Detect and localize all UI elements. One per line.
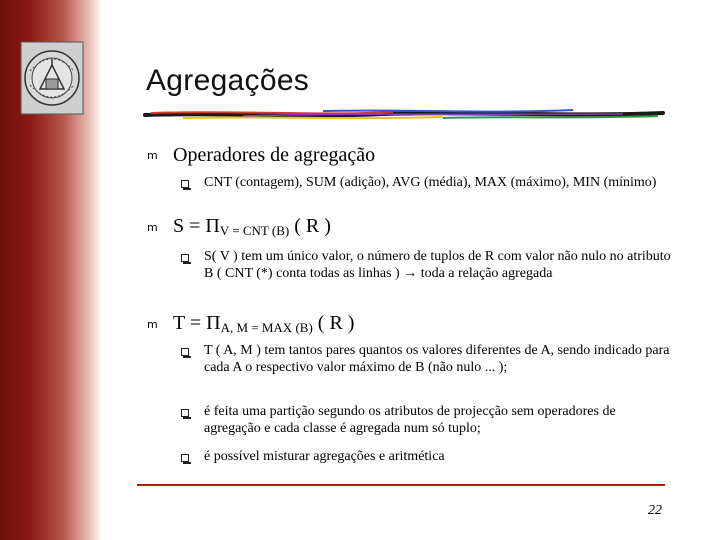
curved-m-bullet-icon: m [147,318,158,331]
bullet-2-sub-1: S( V ) tem um único valor, o número de tuplos de R com valor não nulo no atributo B ( CNT (*) conta todas as linhas ) → toda a relação agregada [204,249,671,281]
bullet-1-text: Operadores de agregação [173,144,376,166]
square-bullet-icon [181,348,189,356]
formula-lhs: S = Π [173,215,220,237]
formula-subscript: A, M = MAX (B) [220,320,313,335]
bullet-1-sub-1: CNT (contagem), SUM (adição), AVG (média), MAX (máximo), MIN (mínimo) [204,175,657,190]
sidebar-band [0,0,102,540]
formula-rhs: ( R ) [317,312,355,334]
curved-m-bullet-icon: m [147,221,158,234]
formula-subscript: V = CNT (B) [219,223,290,238]
square-bullet-icon [181,254,189,262]
title-underline-decoration [143,104,665,126]
slide-title: Agregações [146,64,310,97]
formula-lhs: T = Π [173,312,221,334]
bullet-3-sub-2: é feita uma partição segundo os atributos de projecção sem operadores de agregação e cada classe é agregada num só tuplo; [204,404,616,436]
formula-rhs: ( R ) [294,215,331,237]
bullet-2-formula [173,214,331,243]
footer-divider [137,484,665,486]
square-bullet-icon [181,409,189,417]
bullet-3-sub-3: é possível misturar agregações e aritmética [204,449,445,464]
curved-m-bullet-icon: m [147,149,158,162]
bullet-3-formula [173,311,354,340]
square-bullet-icon [181,180,189,188]
bullet-3-sub-1: T ( A, M ) tem tantos pares quantos os valores diferentes de A, sendo indicado para cada A o respectivo valor máximo de B (não nulo ... ); [204,343,670,375]
university-seal-icon [20,41,84,115]
page-number: 22 [648,503,662,518]
square-bullet-icon [181,454,189,462]
